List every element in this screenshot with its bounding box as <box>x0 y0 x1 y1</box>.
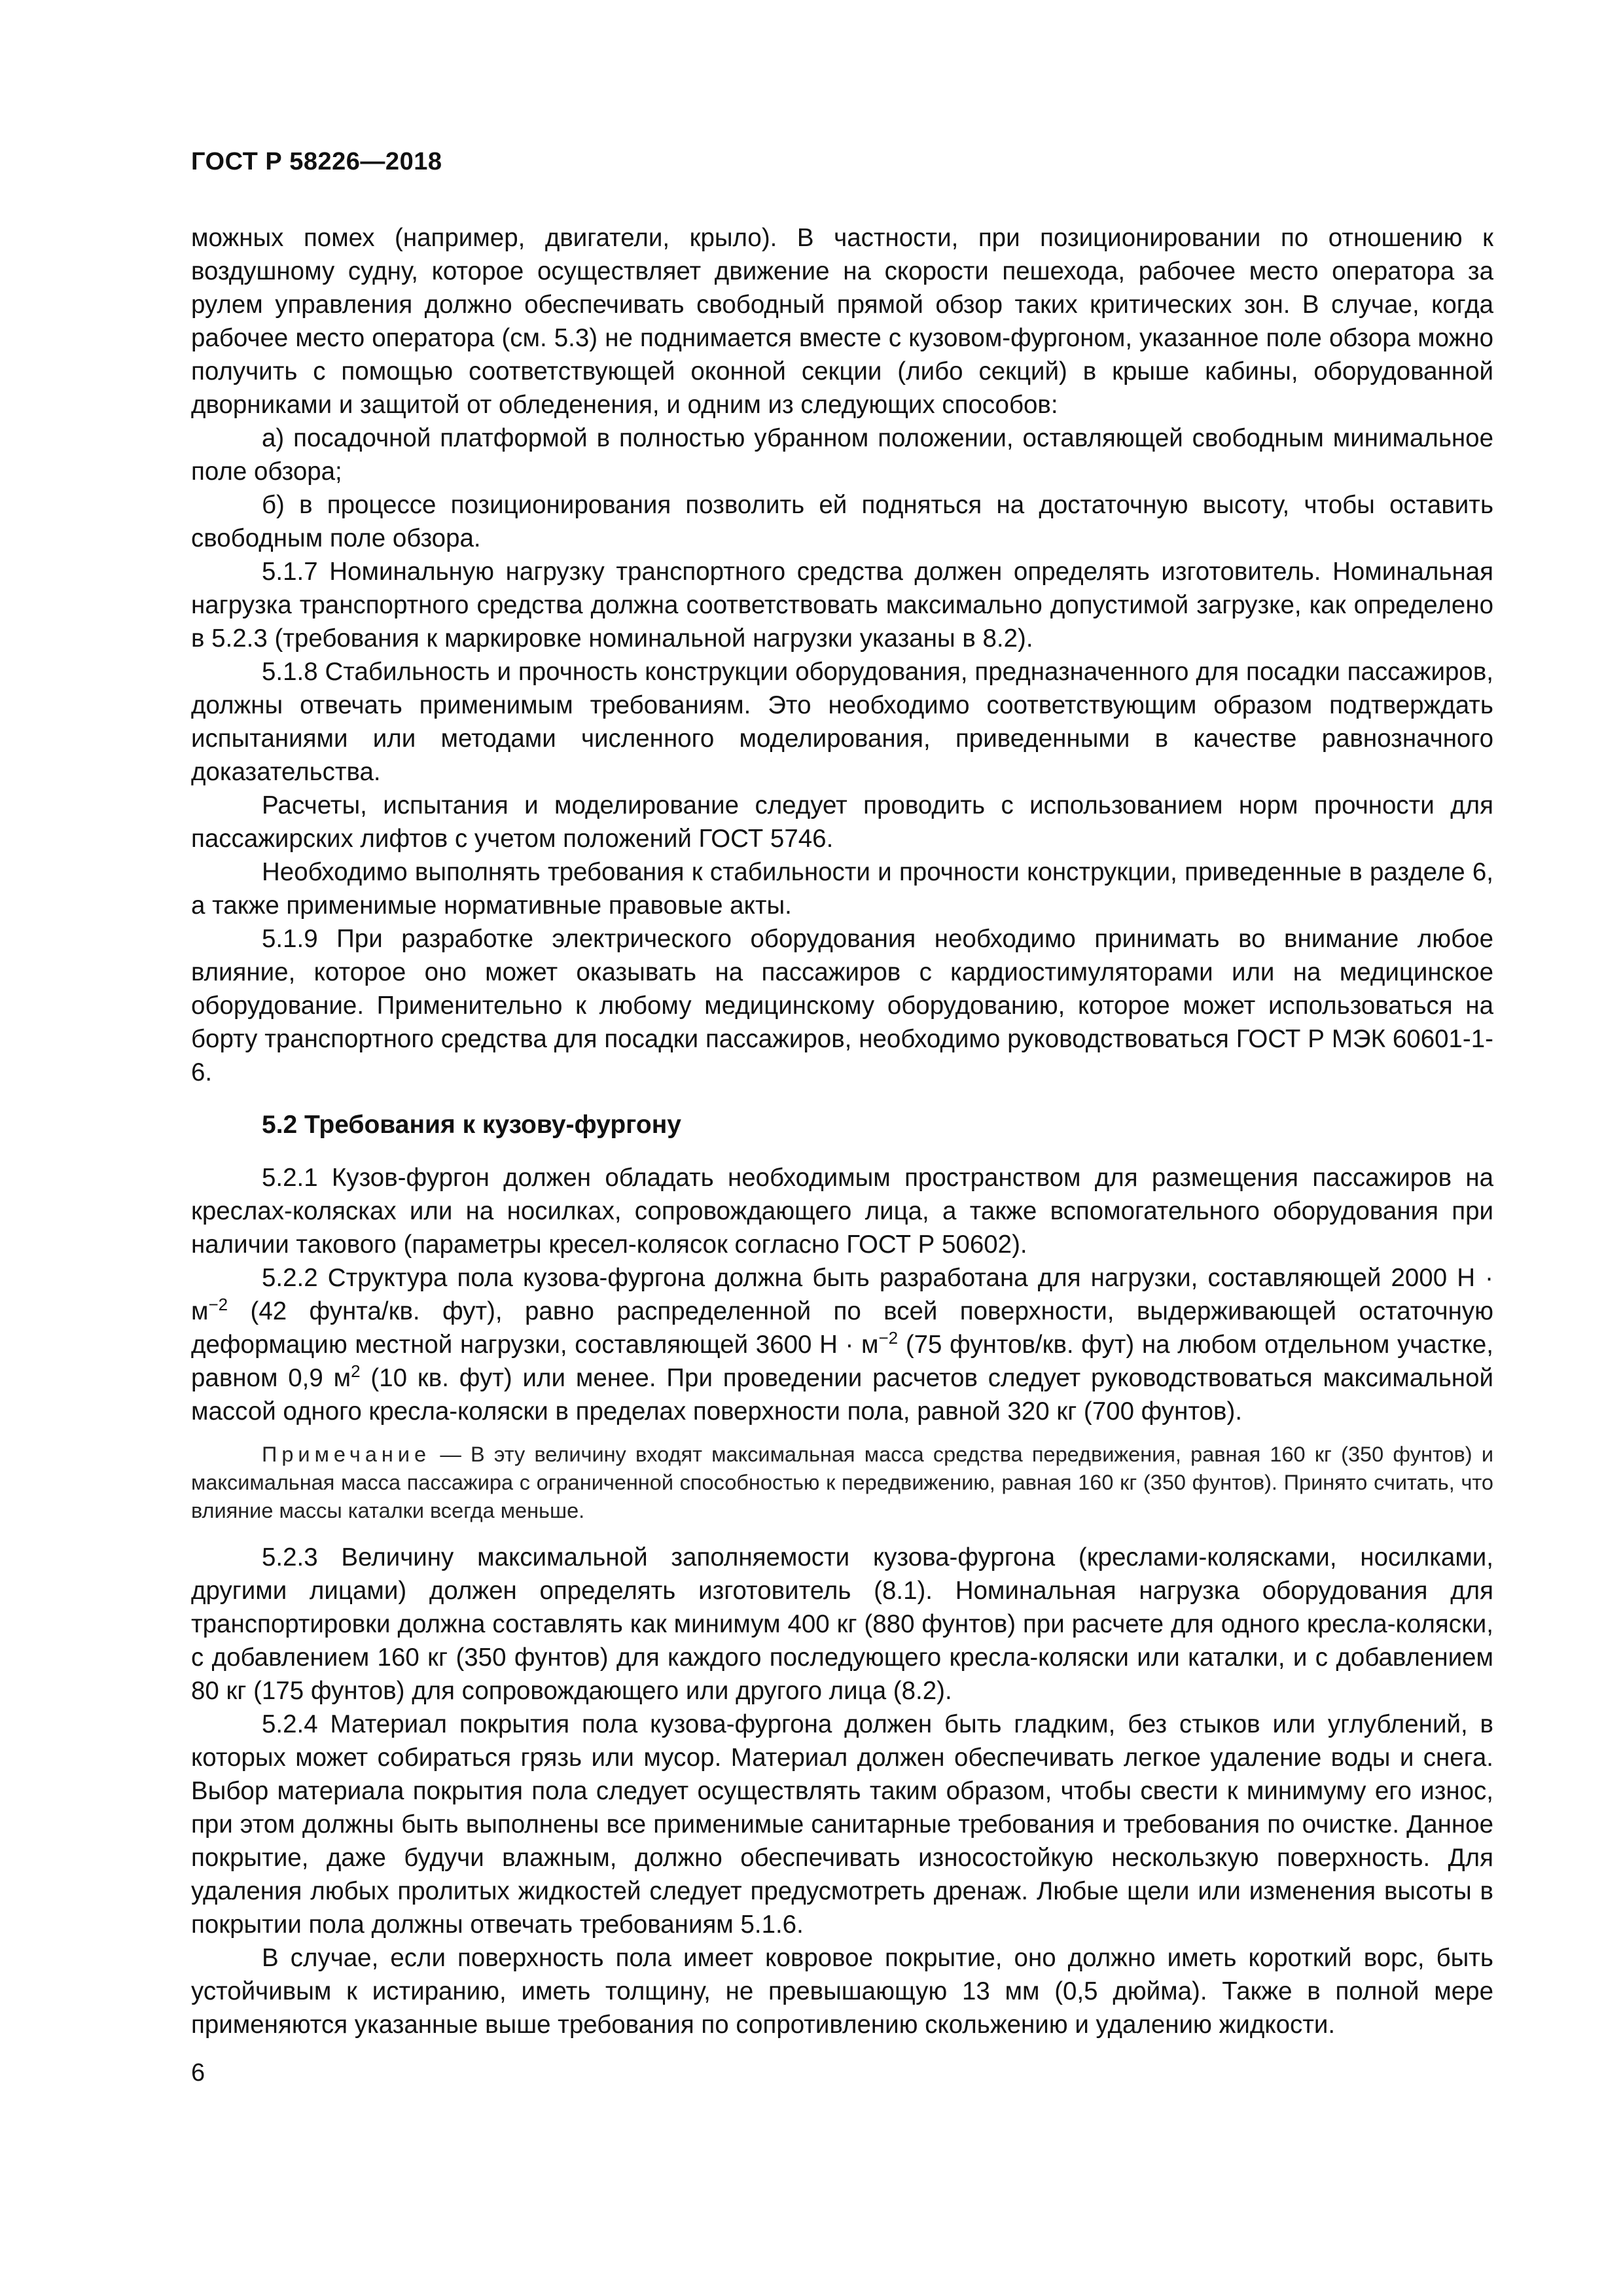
list-item-b: б) в процессе позиционирования позволить ей подняться на достаточную высоту, чтобы оставить свободным поле обзора. <box>191 491 1493 552</box>
paragraph-stability-requirements: Необходимо выполнять требования к стабильности и прочности конструкции, приведенные в разделе 6, а также применимые нормативные правовые акты. <box>191 858 1493 920</box>
note-block <box>191 1441 1493 1525</box>
paragraph-5-2-1: 5.2.1 Кузов-фургон должен обладать необходимым пространством для размещения пассажиров на креслах-колясках или на носилках, сопровождающего лица, а также вспомогательного оборудования при наличии такового (параметры кресел-колясок согласно ГОСТ Р 50602). <box>191 1164 1493 1259</box>
paragraph-calculations: Расчеты, испытания и моделирование следует проводить с использованием норм прочности для пассажирских лифтов с учетом положений ГОСТ 5746. <box>191 791 1493 853</box>
paragraph-5-1-8: 5.1.8 Стабильность и прочность конструкции оборудования, предназначенного для посадки пассажиров, должны отвечать применимым требованиям. Это необходимо соответствующим образом подтверждать испытаниями или методами численного моделирования, приведенными в качестве равнозначного доказательства. <box>191 658 1493 786</box>
section-heading-5-2: 5.2 Требования к кузову-фургону <box>262 1111 681 1139</box>
note-text: — В эту величину входят максимальная масса средства передвижения, равная 160 кг (350 фунтов) и максимальная масса пассажира с ограниченной способностью к передвижению, равная 160 кг (350 фунтов). Принято считать, что влияние массы каталки всегда меньше. <box>191 1443 1493 1522</box>
paragraph-carpet: В случае, если поверхность пола имеет ковровое покрытие, оно должно иметь короткий ворс, быть устойчивым к истиранию, иметь толщину, не превышающую 13 мм (0,5 дюйма). Также в полной мере применяются указанные выше требования по сопротивлению скольжению и удалению жидкости. <box>191 1944 1493 2039</box>
document-body <box>191 221 1493 2041</box>
p522-text-c: (75 фунтов/кв. фут) на любом отдельном участке, равном 0,9 м <box>191 1331 1493 1392</box>
p522-superscript-1: −2 <box>208 1295 228 1315</box>
p522-text-d: (10 кв. фут) или менее. При проведении расчетов следует руководствоваться максимальной массой одного кресла-коляски в пределах поверхности пола, равной 320 кг (700 фунтов). <box>191 1364 1493 1426</box>
paragraph-5-2-3: 5.2.3 Величину максимальной заполняемости кузова-фургона (креслами-колясками, носилками, другими лицами) должен определять изготовитель (8.1). Номинальная нагрузка оборудования для транспортировки должна составлять как минимум 400 кг (880 фунтов) при расчете для одного кресла-коляски, с добавлением 160 кг (350 фунтов) для каждого последующего кресла-коляски или каталки, и с добавлением 80 кг (175 фунтов) для сопровождающего или другого лица (8.2). <box>191 1543 1493 1705</box>
note-label: Примечание <box>262 1443 431 1466</box>
document-code-header: ГОСТ Р 58226—2018 <box>191 148 442 175</box>
paragraph-continuation: можных помех (например, двигатели, крыло). В частности, при позиционировании по отношению к воздушному судну, которое осуществляет движение на скорости пешехода, рабочее место оператора за рулем управления должно обеспечивать свободный прямой обзор таких критических зон. В случае, когда рабочее место оператора (см. 5.3) не поднимается вместе с кузовом-фургоном, указанное поле обзора можно получить с помощью соответствующей оконной секции (либо секций) в крыше кабины, оборудованной дворниками и защитой от обледенения, и одним из следующих способов: <box>191 224 1493 419</box>
p522-superscript-2: −2 <box>878 1328 899 1348</box>
p522-text-b: (42 фунта/кв. фут), равно распределенной по всей поверхности, выдерживающей остаточную деформацию местной нагрузки, составляющей 3600 Н · м <box>191 1297 1493 1359</box>
paragraph-5-2-4: 5.2.4 Материал покрытия пола кузова-фургона должен быть гладким, без стыков или углублений, в которых может собираться грязь или мусор. Материал должен обеспечивать легкое удаление воды и снега. Выбор материала покрытия пола следует осуществлять таким образом, чтобы свести к минимуму его износ, при этом должны быть выполнены все применимые санитарные требования и требования по очистке. Данное покрытие, даже будучи влажным, должно обеспечивать износостойкую нескользкую поверхность. Для удаления любых пролитых жидкостей следует предусмотреть дренаж. Любые щели или изменения высоты в покрытии пола должны отвечать требованиям 5.1.6. <box>191 1710 1493 1939</box>
paragraph-5-1-9: 5.1.9 При разработке электрического оборудования необходимо принимать во внимание любое влияние, которое оно может оказывать на пассажиров с кардиостимуляторами или на медицинское оборудование. Применительно к любому медицинскому оборудованию, которое может использоваться на борту транспортного средства для посадки пассажиров, необходимо руководствоваться ГОСТ Р МЭК 60601-1-6. <box>191 925 1493 1086</box>
list-item-a: а) посадочной платформой в полностью убранном положении, оставляющей свободным минимальное поле обзора; <box>191 424 1493 486</box>
p522-text-a: 5.2.2 Структура пола кузова-фургона должна быть разработана для нагрузки, составляющей 2000 Н · м <box>191 1264 1493 1325</box>
paragraph-5-1-7: 5.1.7 Номинальную нагрузку транспортного средства должен определять изготовитель. Номинальная нагрузка транспортного средства должна соответствовать максимально допустимой загрузке, как определено в 5.2.3 (требования к маркировке номинальной нагрузки указаны в 8.2). <box>191 558 1493 653</box>
p522-superscript-3: 2 <box>351 1361 361 1382</box>
paragraph-5-2-2 <box>191 1261 1493 1428</box>
page-number: 6 <box>191 2059 205 2087</box>
